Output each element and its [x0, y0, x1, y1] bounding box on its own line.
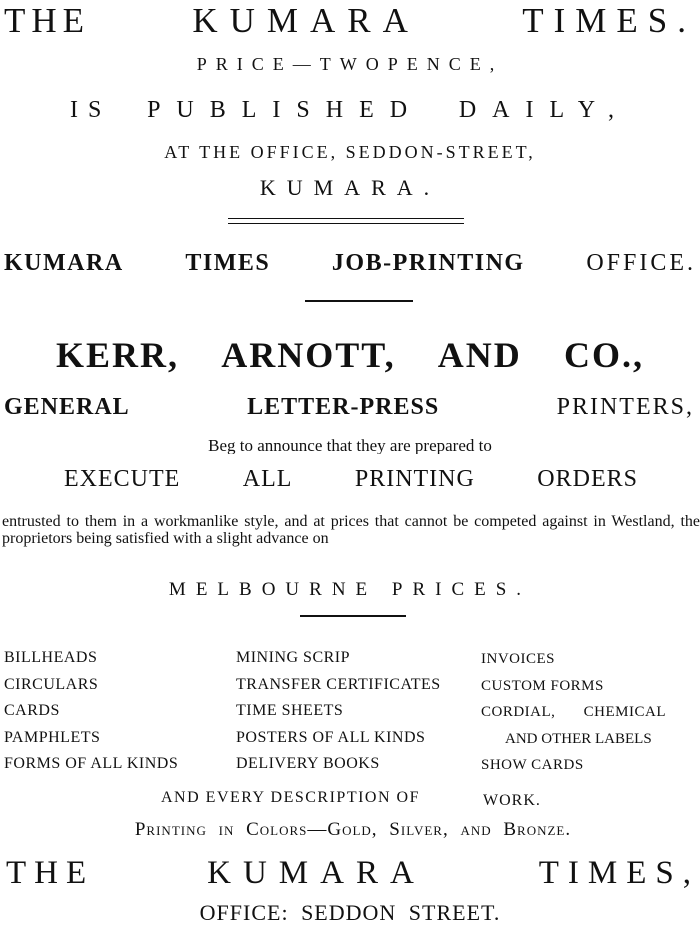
town-name: KUMARA. [259, 177, 441, 199]
execute-word-printing: PRINTING [354, 467, 475, 491]
colors-line: Printing in Colors—Gold, Silver, and Bronze. [134, 820, 572, 839]
service-item: TRANSFER CERTIFICATES [236, 675, 441, 693]
trade-heading [0, 395, 700, 419]
footer-word-the: THE [6, 857, 95, 890]
masthead-word-the: THE [4, 3, 91, 38]
execute-word-execute: EXECUTE [64, 467, 181, 491]
execute-heading [0, 467, 700, 491]
trade-word-general: GENERAL [4, 395, 130, 419]
service-item: TIME SHEETS [236, 702, 344, 719]
masthead-word-times: TIMES. [522, 3, 696, 38]
service-item: CUSTOM FORMS [481, 677, 604, 694]
firm-word-co: CO., [563, 337, 644, 373]
job-word-kumara: KUMARA [4, 251, 124, 275]
published-word-daily: DAILY, [458, 98, 630, 122]
job-word-times: TIMES [185, 251, 271, 275]
footer-word-times: TIMES, [538, 857, 700, 890]
melbourne-prices: MELBOURNE PRICES. [168, 580, 532, 599]
work-word: WORK. [483, 792, 541, 809]
published-word-is: IS [70, 98, 112, 122]
firm-word-kerr: KERR, [56, 337, 180, 373]
footer-word-kumara: KUMARA [207, 857, 426, 890]
service-item: PAMPHLETS [4, 728, 101, 746]
service-item: DELIVERY BOOKS [236, 755, 380, 772]
firm-name [0, 337, 700, 373]
masthead-title [0, 3, 700, 38]
service-item: MINING SCRIP [236, 649, 351, 666]
service-item: CIRCULARS [4, 675, 99, 693]
published-word-published: PUBLISHED [147, 98, 424, 122]
execute-word-all: ALL [242, 467, 293, 491]
job-office-heading [0, 251, 700, 275]
trade-word-printers: PRINTERS, [556, 395, 694, 419]
office-address: AT THE OFFICE, SEDDON-STREET, [164, 143, 536, 161]
short-rule-2 [300, 615, 406, 617]
service-item: CARDS [4, 702, 60, 719]
published-line [0, 98, 700, 122]
service-item: AND OTHER LABELS [505, 730, 652, 747]
trade-word-letterpress: LETTER-PRESS [247, 395, 440, 419]
every-description: AND EVERY DESCRIPTION OF [161, 789, 420, 806]
footer-title [0, 857, 700, 890]
service-item: BILLHEADS [4, 649, 98, 666]
services-column-2 [236, 650, 441, 783]
short-rule-1 [305, 300, 413, 302]
masthead-word-kumara: KUMARA [192, 3, 420, 38]
service-item: INVOICES [481, 651, 555, 667]
job-word-office: OFFICE. [586, 251, 696, 275]
execute-word-orders: ORDERS [537, 467, 638, 491]
service-item: SHOW CARDS [481, 757, 584, 773]
job-word-job-printing: JOB-PRINTING [331, 251, 525, 275]
service-item: POSTERS OF ALL KINDS [236, 728, 426, 746]
terms-paragraph: entrusted to them in a workmanlike style, and at prices that cannot be competed against in Westland, the proprietors being satisfied with a slight advance on [2, 513, 700, 547]
services-column-1 [4, 650, 178, 783]
double-rule-bottom [228, 223, 464, 224]
announce-line: Beg to announce that they are prepared to [208, 437, 492, 454]
service-item: FORMS OF ALL KINDS [4, 755, 179, 772]
service-item: CORDIAL, CHEMICAL [481, 704, 666, 720]
firm-word-arnott: ARNOTT, [221, 337, 396, 373]
footer-office: OFFICE: SEDDON STREET. [199, 902, 501, 924]
price-line: PRICE—TWOPENCE, [196, 55, 504, 73]
services-column-3 [481, 652, 666, 785]
double-rule-top [228, 218, 464, 219]
firm-word-and: AND [437, 337, 522, 373]
